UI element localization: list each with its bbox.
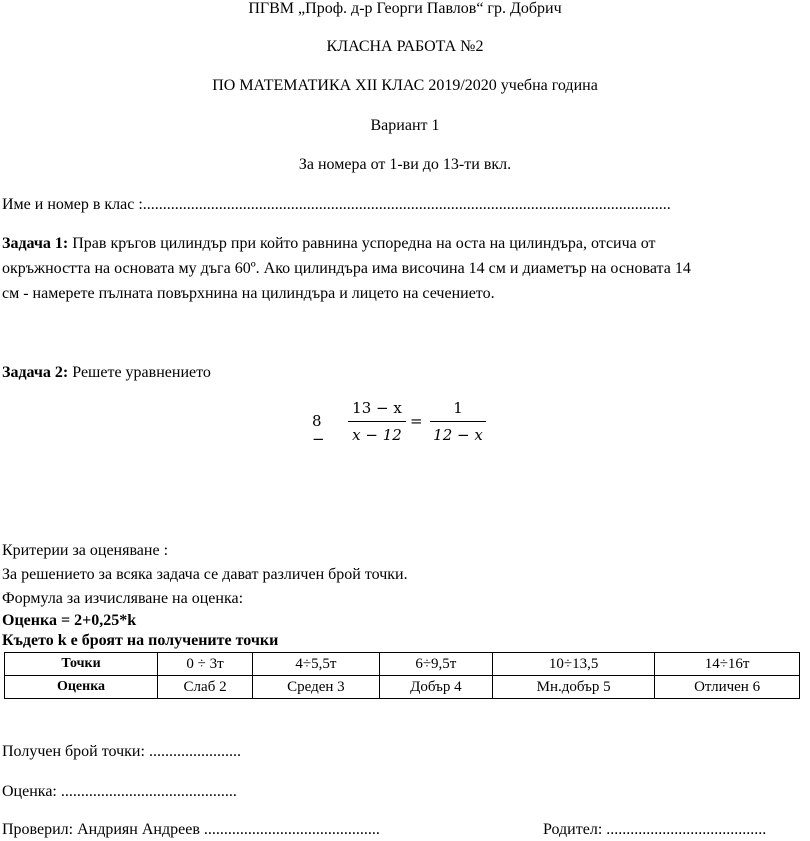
- fraction-left-bar: [348, 421, 406, 422]
- task2-line: [2, 364, 211, 382]
- fraction-left-numerator: 13 − x: [352, 399, 402, 417]
- fraction-left-denominator: x − 12: [352, 426, 402, 444]
- table-cell: Слаб 2: [158, 676, 253, 699]
- table-cell: 10÷13,5: [493, 653, 655, 676]
- grade-header: Оценка: [5, 676, 158, 699]
- fraction-right-numerator: 1: [453, 399, 463, 417]
- task2-text: Решете уравнението: [68, 364, 211, 381]
- variant-label: Вариант 1: [370, 117, 440, 134]
- grade-formula: Оценка = 2+0,25*k: [2, 612, 137, 629]
- subject-line: ПО МАТЕМАТИКА XII КЛАС 2019/2020 учебна година: [212, 77, 598, 94]
- task1-line1: [2, 235, 656, 253]
- table-row: [5, 676, 800, 699]
- checked-by-line: Проверил: Андриян Андреев ............................................: [2, 821, 380, 838]
- fraction-right: [430, 398, 486, 445]
- task1-line3: см - намерете пълната повърхнина на цилиндъра и лицето на сечението.: [2, 285, 495, 302]
- criteria-line1: За решението за всяка задача се дават различен брой точки.: [2, 566, 408, 583]
- table-cell: 14÷16т: [655, 653, 800, 676]
- equation-lead: 8 −: [312, 412, 325, 448]
- grading-table: [4, 652, 800, 699]
- table-cell: Отличен 6: [655, 676, 800, 699]
- parent-signature-line: Родител: ........................................: [543, 821, 767, 838]
- formula-explanation: Където k е броят на получените точки: [2, 632, 279, 649]
- criteria-line2: Формула за изчисляване на оценка:: [2, 590, 244, 607]
- table-row: [5, 653, 800, 676]
- table-cell: 0 ÷ 3т: [158, 653, 253, 676]
- name-line: Име и номер в клас :....................................................................................................................................: [2, 196, 671, 213]
- table-cell: 4÷5,5т: [253, 653, 380, 676]
- points-received-line: Получен брой точки: .......................: [2, 743, 241, 760]
- fraction-right-denominator: 12 − x: [433, 426, 483, 444]
- task1-label: Задача 1:: [2, 235, 69, 252]
- criteria-title: Критерии за оценяване :: [2, 542, 169, 559]
- table-cell: Добър 4: [379, 676, 492, 699]
- task1-text-1: Прав кръгов цилиндър при който равнина успоредна на оста на цилиндъра, отсича от: [68, 235, 656, 252]
- grade-line: Оценка: ............................................: [2, 783, 237, 800]
- task1-line2: окръжността на основата му дъга 60º. Ако цилиндъра има височина 14 см и диаметър на основата 14: [2, 260, 691, 277]
- fraction-right-bar: [430, 421, 486, 422]
- points-header: Точки: [5, 653, 158, 676]
- document-title: КЛАСНА РАБОТА №2: [326, 38, 484, 55]
- table-cell: Среден 3: [253, 676, 380, 699]
- school-name: ПГВМ „Проф. д-р Георги Павлов“ гр. Добрич: [248, 0, 562, 17]
- table-cell: 6÷9,5т: [379, 653, 492, 676]
- class-numbers: За номера от 1-ви до 13-ти вкл.: [298, 156, 512, 173]
- fraction-left: [348, 398, 406, 445]
- table-cell: Мн.добър 5: [493, 676, 655, 699]
- equation-equals: =: [410, 412, 423, 430]
- task2-label: Задача 2:: [2, 364, 69, 381]
